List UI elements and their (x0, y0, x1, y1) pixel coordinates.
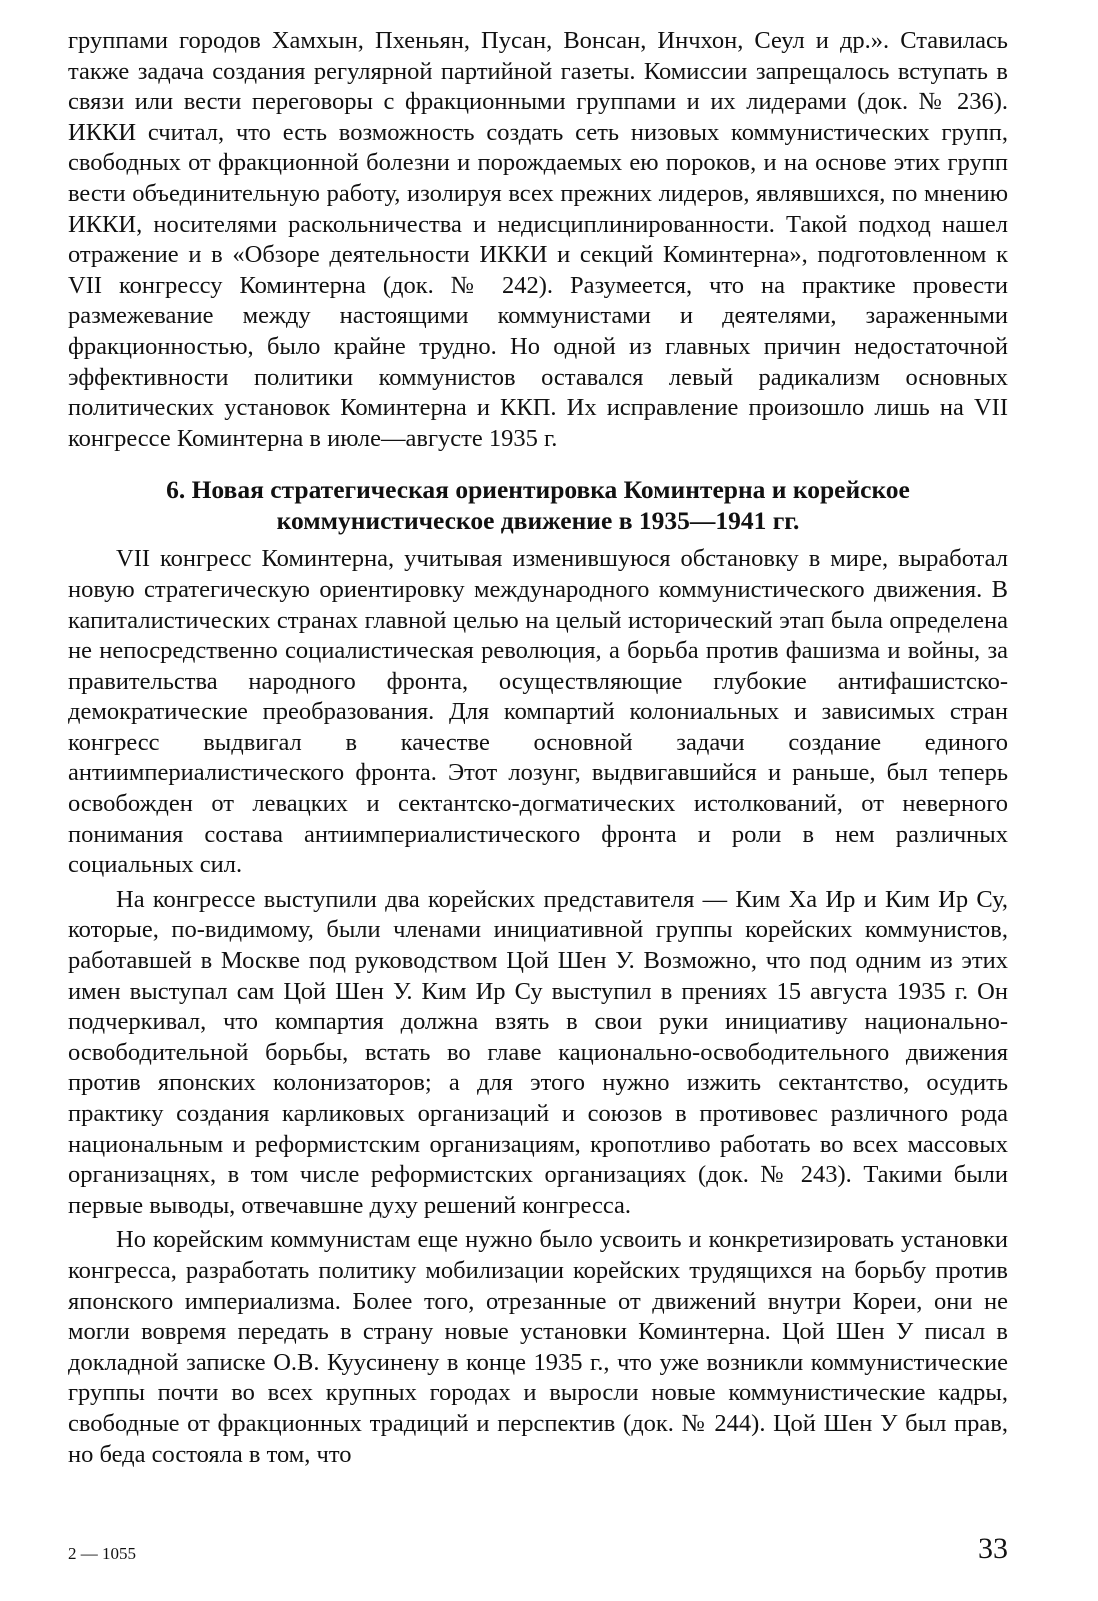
section-heading-line-2: коммунистическое движение в 1935—1941 гг. (276, 506, 800, 536)
section-heading-line-1: 6. Новая стратегическая ориентировка Коминтерна и корейское (166, 475, 910, 505)
section-heading (68, 474, 1008, 536)
page-content (68, 26, 1008, 1470)
paragraph-1: VII конгресс Коминтерна, учитывая изменившуюся обстановку в мире, выработал новую стратегическую ориентировку международного коммунистического движения. В капиталистических странах главной целью на целый исторический этап была определена не непосредственно социалистическая революция, а борьба против фашизма и войны, за правительства народного фронта, осуществляющие глубокие антифашистско-демократические преобразования. Для компартий колониальных и зависимых стран конгресс выдвигал в качестве основной задачи создание единого антиимпериалистического фронта. Этот лозунг, выдвигавшийся и раньше, был теперь освобожден от левацких и сектантско-догматических истолкований, от неверного понимания состава антиимпериалистического фронта и роли в нем различных социальных сил. (68, 545, 1008, 879)
paragraph-continued: группами городов Хамхын, Пхеньян, Пусан, Вонсан, Инчхон, Сеул и др.». Ставилась также задача создания регулярной партийной газеты. Комиссии запрещалось вступать в связи или вести переговоры с фракционными группами и их лидерами (док. № 236). ИККИ считал, что есть возможность создать сеть низовых коммунистических групп, свободных от фракционной болезни и порождаемых ею пороков, и на основе этих групп вести объединительную работу, изолируя всех прежних лидеров, являвшихся, по мнению ИККИ, носителями раскольничества и недисциплинированности. Такой подход нашел отражение и в «Обзоре деятельности ИККИ и секций Коминтерна», подготовленном к VII конгрессу Коминтерна (док. № 242). Разумеется, что на практике провести размежевание между настоящими коммунистами и деятелями, зараженными фракционностью, было крайне трудно. Но одной из главных причин недостаточной эффективности политики коммунистов оставался левый радикализм основных политических установок Коминтерна и ККП. Их исправление произошло лишь на VII конгрессе Коминтерна в июле—августе 1935 г. (68, 27, 1008, 452)
printer-signature: 2 — 1055 (68, 1544, 136, 1563)
page-number: 33 (978, 1532, 1008, 1565)
page-footer (68, 1532, 1008, 1572)
paragraph-2: На конгрессе выступили два корейских представителя — Ким Ха Ир и Ким Ир Су, которые, по-видимому, были членами инициативной группы корейских коммунистов, работавшей в Москве под руководством Цой Шен У. Возможно, что под одним из этих имен выступал сам Цой Шен У. Ким Ир Су выступил в прениях 15 августа 1935 г. Он подчеркивал, что компартия должна взять в свои руки инициативу национально-освободительной борьбы, встать во главе кационально-освободительного движения против японских колонизаторов; а для этого нужно изжить сектантство, осудить практику создания карликовых организаций и союзов в противовес различного рода национальным и реформистским организациям, кропотливо работать во всех массовых организацнях, в том числе реформистских организациях (док. № 243). Такими были первые выводы, отвечавшне духу решений конгресса. (68, 885, 1008, 1219)
paragraph-3: Но корейским коммунистам еще нужно было усвоить и конкретизировать установки конгресса, разработать политику мобилизации корейских трудящихся на борьбу против японского империализма. Более того, отрезанные от движений внутри Кореи, они не могли вовремя передать в страну новые установки Коминтерна. Цой Шен У писал в докладной записке О.В. Куусинену в конце 1935 г., что уже возникли коммунистические группы почти во всех крупных городах и выросли новые коммунистические кадры, свободные от фракционных традиций и перспектив (док. № 244). Цой Шен У был прав, но беда состояла в том, что (68, 1226, 1008, 1468)
